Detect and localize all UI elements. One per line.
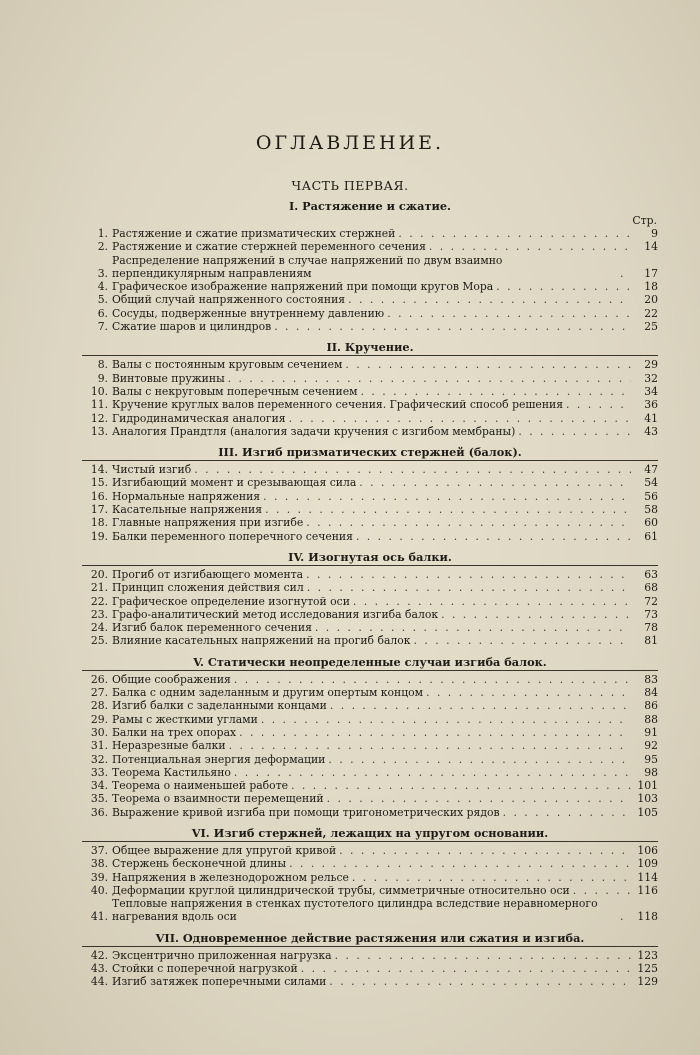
chapter-heading: VI. Изгиб стержней, лежащих на упругом основании. <box>82 825 658 842</box>
entry-number: 31. <box>90 739 108 753</box>
entry-page: 41 <box>644 411 658 425</box>
entry-title: Гидродинамическая аналогия <box>112 411 286 425</box>
chapter-entries <box>82 568 658 648</box>
toc-entry <box>82 713 658 726</box>
toc-entry <box>82 385 658 398</box>
entry-page: 20 <box>644 293 658 307</box>
dot-leader <box>301 962 631 975</box>
dot-leader <box>263 490 631 503</box>
dot-leader <box>441 608 631 621</box>
entry-number: 25. <box>90 634 108 648</box>
entry-title: Принцип сложения действия сил <box>112 581 304 595</box>
entry-number: 16. <box>90 489 108 503</box>
toc-entry <box>82 463 658 476</box>
toc-entry <box>82 962 658 975</box>
toc-entry <box>82 753 658 766</box>
toc-entry <box>82 779 658 792</box>
entry-number: 33. <box>90 765 108 779</box>
entry-page: 95 <box>644 752 658 766</box>
entry-title: Нормальные напряжения <box>112 489 261 503</box>
entry-number: 21. <box>90 581 108 595</box>
toc-entry <box>82 280 658 293</box>
toc-entry <box>82 897 658 924</box>
entry-number: 15. <box>90 476 108 490</box>
entry-title: Эксцентрично приложенная нагрузка <box>112 948 332 962</box>
toc-entry <box>82 806 658 819</box>
entry-page: 91 <box>644 725 658 739</box>
toc-entry <box>82 358 658 371</box>
dot-leader <box>229 739 631 752</box>
dot-leader <box>353 595 631 608</box>
dot-leader <box>265 503 631 516</box>
entry-number: 42. <box>90 948 108 962</box>
toc-entry <box>82 726 658 739</box>
entry-page: 88 <box>644 712 658 726</box>
entry-page: 36 <box>644 398 658 412</box>
entry-page: 83 <box>644 672 658 686</box>
entry-title: Напряжения в железнодорожном рельсе <box>112 870 349 884</box>
entry-number: 29. <box>90 712 108 726</box>
dot-leader <box>620 910 631 923</box>
entry-page: 56 <box>644 489 658 503</box>
entry-title: Касательные напряжения <box>112 503 263 517</box>
entry-number: 23. <box>90 607 108 621</box>
entry-number: 1. <box>97 227 108 240</box>
entry-page: 72 <box>644 594 658 608</box>
toc-entry <box>82 412 658 425</box>
entry-page: 17 <box>644 266 658 280</box>
entry-title: Изгиб балки с заделанными концами <box>112 699 327 713</box>
entry-page: 60 <box>644 516 658 530</box>
chapter-entries <box>82 227 658 333</box>
entry-title: Рамы с жесткими углами <box>112 712 258 726</box>
entry-page: 92 <box>644 739 658 753</box>
dot-leader <box>307 581 631 594</box>
toc-entry <box>82 595 658 608</box>
entry-title: Распределение напряжений в случае напряжений по двум взаимно перпендикулярным направлениям <box>112 253 503 280</box>
entry-page: 78 <box>644 621 658 635</box>
chapter-entries <box>82 358 658 438</box>
entry-title: Влияние касательных напряжений на прогиб балок <box>112 634 411 648</box>
entry-number: 38. <box>90 857 108 871</box>
dot-leader <box>328 753 631 766</box>
entry-title: Общее выражение для упругой кривой <box>112 843 337 857</box>
entry-title: Винтовые пружины <box>112 371 225 385</box>
toc-entry <box>82 516 658 529</box>
chapter-entries <box>82 844 658 924</box>
toc-entry <box>82 608 658 621</box>
toc-entry <box>82 673 658 686</box>
toc-entry <box>82 739 658 752</box>
toc-entry <box>82 503 658 516</box>
entry-title: Потенциальная энергия деформации <box>112 752 326 766</box>
entry-number: 36. <box>90 805 108 819</box>
dot-leader <box>426 686 631 699</box>
entry-title: Прогиб от изгибающего момента <box>112 567 304 581</box>
toc-entry <box>82 857 658 870</box>
toc-entry <box>82 398 658 411</box>
chapter-heading: VII. Одновременное действие растяжения или сжатия и изгиба. <box>82 930 658 947</box>
dot-leader <box>291 779 631 792</box>
toc-entry <box>82 766 658 779</box>
entry-title: Аналогия Прандтля (аналогия задачи кручения с изгибом мембраны) <box>112 424 516 438</box>
entry-number: 43. <box>90 962 108 976</box>
entry-title: Главные напряжения при изгибе <box>112 516 304 530</box>
toc-entry <box>82 634 658 647</box>
entry-page: 58 <box>644 503 658 517</box>
page-title: ОГЛАВЛЕНИЕ. <box>255 132 445 154</box>
chapter-heading: I. Растяжение и сжатие. <box>289 199 451 213</box>
dot-leader <box>330 699 631 712</box>
dot-leader <box>352 871 631 884</box>
entry-number: 19. <box>90 529 108 543</box>
entry-number: 41. <box>90 910 108 924</box>
dot-leader <box>194 463 631 476</box>
dot-leader <box>398 227 631 240</box>
entry-title: Балки на трех опорах <box>112 725 237 739</box>
dot-leader <box>274 320 631 333</box>
toc-entry <box>82 530 658 543</box>
entry-title: Деформации круглой цилиндрической трубы, симметричные относительно оси <box>112 883 570 897</box>
toc-entry <box>82 254 658 281</box>
table-of-contents <box>82 198 658 989</box>
dot-leader <box>315 621 631 634</box>
entry-title: Балки переменного поперечного сечения <box>112 529 353 543</box>
entry-page: 103 <box>637 792 658 806</box>
entry-number: 5. <box>97 293 108 307</box>
chapter-entries <box>82 949 658 989</box>
entry-page: 54 <box>644 476 658 490</box>
dot-leader <box>345 358 631 371</box>
entry-page: 73 <box>644 607 658 621</box>
dot-leader <box>306 516 631 529</box>
entry-page: 25 <box>644 320 658 334</box>
entry-page: 86 <box>644 699 658 713</box>
dot-leader <box>289 412 631 425</box>
entry-title: Валы с некруговым поперечным сечением <box>112 384 358 398</box>
entry-title: Балка с одним заделанным и другим опертым концом <box>112 686 424 700</box>
entry-number: 12. <box>90 411 108 425</box>
dot-leader <box>573 884 631 897</box>
chapter-heading: II. Кручение. <box>82 339 658 356</box>
toc-entry <box>82 621 658 634</box>
entry-title: Изгибающий момент и срезывающая сила <box>112 476 357 490</box>
entry-number: 32. <box>90 752 108 766</box>
dot-leader <box>360 385 631 398</box>
entry-title: Стержень бесконечной длины <box>112 857 287 871</box>
entry-title: Изгиб балок переменного сечения <box>112 621 312 635</box>
entry-page: 116 <box>637 883 658 897</box>
dot-leader <box>620 267 631 280</box>
entry-number: 6. <box>97 306 108 320</box>
dot-leader <box>329 975 631 988</box>
entry-title: Валы с постоянным круговым сечением <box>112 358 343 372</box>
entry-page: 125 <box>637 962 658 976</box>
entry-number: 30. <box>90 725 108 739</box>
entry-page: 9 <box>651 227 658 240</box>
entry-number: 9. <box>97 371 108 385</box>
entry-page: 32 <box>644 371 658 385</box>
entry-number: 3. <box>97 266 108 280</box>
chapter-entries <box>82 673 658 819</box>
entry-page: 47 <box>644 463 658 477</box>
dot-leader <box>414 634 632 647</box>
toc-entry <box>82 240 658 253</box>
dot-leader <box>239 726 631 739</box>
dot-leader <box>356 530 631 543</box>
part-heading: ЧАСТЬ ПЕРВАЯ. <box>291 178 409 193</box>
toc-entry <box>82 844 658 857</box>
entry-page: 18 <box>644 280 658 294</box>
entry-title: Растяжение и сжатие призматических стержней <box>112 227 396 240</box>
entry-title: Растяжение и сжатие стержней переменного сечения <box>112 240 426 254</box>
dot-leader <box>339 844 631 857</box>
entry-title: Теорема о взаимности перемещений <box>112 792 324 806</box>
entry-number: 10. <box>90 384 108 398</box>
entry-page: 61 <box>644 529 658 543</box>
toc-entry <box>82 372 658 385</box>
entry-page: 123 <box>637 948 658 962</box>
toc-entry <box>82 581 658 594</box>
entry-number: 24. <box>90 621 108 635</box>
entry-page: 98 <box>644 765 658 779</box>
toc-entry <box>82 871 658 884</box>
entry-page: 105 <box>637 805 658 819</box>
toc-entry <box>82 792 658 805</box>
entry-number: 27. <box>90 686 108 700</box>
toc-entry <box>82 320 658 333</box>
entry-number: 4. <box>97 280 108 294</box>
toc-entry <box>82 307 658 320</box>
dot-leader <box>335 949 631 962</box>
entry-title: Общие соображения <box>112 672 231 686</box>
dot-leader <box>261 713 631 726</box>
entry-number: 37. <box>90 843 108 857</box>
toc-entry <box>82 476 658 489</box>
toc-entry <box>82 293 658 306</box>
chapter-heading: IV. Изогнутая ось балки. <box>82 549 658 566</box>
entry-page: 118 <box>637 910 658 924</box>
entry-number: 22. <box>90 594 108 608</box>
toc-entry <box>82 686 658 699</box>
entry-title: Общий случай напряженного состояния <box>112 293 346 307</box>
entry-number: 44. <box>90 975 108 989</box>
entry-number: 11. <box>90 398 108 412</box>
entry-page: 109 <box>637 857 658 871</box>
entry-number: 14. <box>90 463 108 477</box>
entry-number: 34. <box>90 779 108 793</box>
dot-leader <box>359 476 631 489</box>
dot-leader <box>234 673 631 686</box>
entry-title: Стойки с поперечной нагрузкой <box>112 962 298 976</box>
dot-leader <box>348 293 631 306</box>
entry-page: 84 <box>644 686 658 700</box>
chapter-heading: III. Изгиб призматических стержней (балок). <box>82 444 658 461</box>
chapter-heading: V. Статически неопределенные случаи изгиба балок. <box>82 654 658 671</box>
dot-leader <box>518 425 631 438</box>
toc-entry <box>82 227 658 240</box>
entry-title: Кручение круглых валов переменного сечения. Графический способ решения <box>112 398 564 412</box>
entry-title: Сосуды, подверженные внутреннему давлению <box>112 306 385 320</box>
entry-page: 129 <box>637 975 658 989</box>
entry-number: 40. <box>90 883 108 897</box>
entry-page: 101 <box>637 779 658 793</box>
entry-page: 43 <box>644 424 658 438</box>
entry-title: Сжатие шаров и цилиндров <box>112 320 272 334</box>
toc-entry <box>82 699 658 712</box>
toc-entry <box>82 949 658 962</box>
dot-leader <box>496 280 631 293</box>
entry-page: 22 <box>644 306 658 320</box>
entry-page: 63 <box>644 567 658 581</box>
entry-title: Графическое определение изогнутой оси <box>112 594 350 608</box>
toc-entry <box>82 975 658 988</box>
dot-leader <box>234 766 631 779</box>
chapter-entries <box>82 463 658 543</box>
dot-leader <box>306 568 631 581</box>
entry-page: 29 <box>644 358 658 372</box>
entry-number: 13. <box>90 424 108 438</box>
entry-title: Теорема Кастильяно <box>112 765 231 779</box>
entry-number: 18. <box>90 516 108 530</box>
entry-page: 106 <box>637 843 658 857</box>
entry-title: Изгиб затяжек поперечными силами <box>112 975 327 989</box>
dot-leader <box>429 240 631 253</box>
entry-number: 2. <box>97 240 108 254</box>
entry-page: 68 <box>644 581 658 595</box>
entry-title: Теорема о наименьшей работе <box>112 779 289 793</box>
entry-title: Графо-аналитический метод исследования изгиба балок <box>112 607 439 621</box>
dot-leader <box>503 806 631 819</box>
dot-leader <box>289 857 631 870</box>
entry-number: 28. <box>90 699 108 713</box>
entry-title: Чистый изгиб <box>112 463 192 477</box>
entry-page: 114 <box>637 870 658 884</box>
entry-number: 17. <box>90 503 108 517</box>
entry-number: 26. <box>90 672 108 686</box>
entry-title: Выражение кривой изгиба при помощи тригонометрических рядов <box>112 805 500 819</box>
dot-leader <box>387 307 631 320</box>
entry-number: 39. <box>90 870 108 884</box>
entry-title: Тепловые напряжения в стенках пустотелого цилиндра вследствие неравномерного нагревания вдоль оси <box>112 897 598 924</box>
entry-page: 34 <box>644 384 658 398</box>
toc-entry <box>82 425 658 438</box>
dot-leader <box>566 398 631 411</box>
toc-entry <box>82 568 658 581</box>
dot-leader <box>327 792 631 805</box>
entry-title: Неразрезные балки <box>112 739 226 753</box>
toc-entry <box>82 490 658 503</box>
toc-entry <box>82 884 658 897</box>
entry-number: 20. <box>90 567 108 581</box>
entry-title: Графическое изображение напряжений при помощи кругов Мора <box>112 280 494 294</box>
entry-number: 8. <box>97 358 108 372</box>
dot-leader <box>228 372 631 385</box>
entry-number: 7. <box>97 320 108 334</box>
entry-number: 35. <box>90 792 108 806</box>
entry-page: 81 <box>644 634 658 648</box>
entry-page: 14 <box>644 240 658 254</box>
page-column-label: Стр. <box>632 214 657 227</box>
